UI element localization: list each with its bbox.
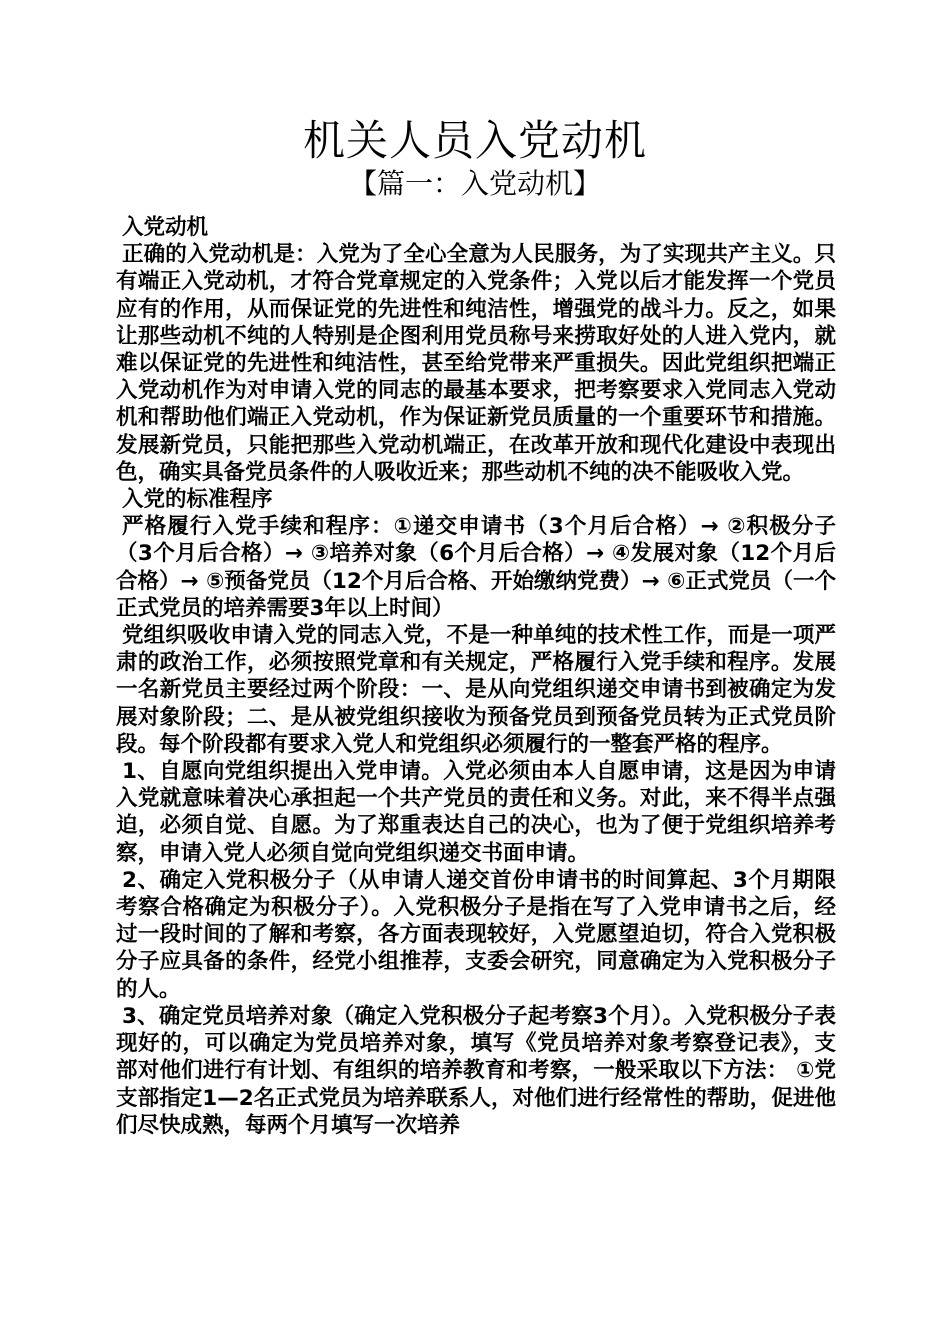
paragraph-correct-motive: 正确的入党动机是：入党为了全心全意为人民服务，为了实现共产主义。只有端正入党动机，才符合党章规定的入党条件；入党以后才能发挥一个党员应有的作用，从而保证党的先进性和纯洁性，增强党的战斗力。反之，如果让那些动机不纯的人特别是企图利用党员称号来捞取好处的人进入党内，就难以保证党的先进性和纯洁性，甚至给党带来严重损失。因此党组织把端正入党动机作为对申请入党的同志的最基本要求，把考察要求入党同志入党动机和帮助他们端正入党动机，作为保证新党员质量的一个重要环节和措施。发展新党员，只能把那些入党动机端正，在改革开放和现代化建设中表现出色，确实具备党员条件的人吸收近来；那些动机不纯的决不能吸收入党。 [116,242,836,485]
document-subtitle: 【篇一：入党动机】 [348,167,601,200]
paragraph-procedure-steps: 严格履行入党手续和程序：①递交申请书（3个月后合格）→ ②积极分子（3个月后合格）→ ③培养对象（6个月后合格）→ ④发展对象（12个月后合格）→ ⑤预备党员（12个月后合格、开始缴纳党费）→ ⑥正式党员（一个正式党员的培养需要3年以上时间） [116,514,836,621]
paragraph-step-3: 3、确定党员培养对象（确定入党积极分子起考察3个月）。入党积极分子表现好的，可以确定为党员培养对象，填写《党员培养对象考察登记表》，支部对他们进行有计划、有组织的培养教育和考察，一般采取以下方法： ①党支部指定1—2名正式党员为培养联系人，对他们进行经常性的帮助，促进他们尽快成熟，每两个月填写一次培养 [116,1003,836,1138]
paragraph-step-1: 1、自愿向党组织提出入党申请。入党必须由本人自愿申请，这是因为申请入党就意味着决心承担起一个共产党员的责任和义务。对此，来不得半点强迫，必须自觉、自愿。为了郑重表达自己的决心，也为了便于党组织培养考察，申请入党人必须自觉向党组织递交书面申请。 [116,759,836,866]
document-body [116,214,836,1139]
section-heading-procedure: 入党的标准程序 [122,487,273,513]
document-title: 机关人员入党动机 [302,116,647,165]
section-heading-motive: 入党动机 [122,215,209,240]
paragraph-two-stages: 党组织吸收申请入党的同志入党，不是一种单纯的技术性工作，而是一项严肃的政治工作，必须按照党章和有关规定，严格履行入党手续和程序。发展一名新党员主要经过两个阶段：一、是从向党组织递交申请书到被确定为发展对象阶段；二、是从被党组织接收为预备党员到预备党员转为正式党员阶段。每个阶段都有要求入党人和党组织必须履行的一整套严格的程序。 [116,623,836,757]
paragraph-step-2: 2、确定入党积极分子（从申请人递交首份申请书的时间算起、3个月期限考察合格确定为积极分子）。入党积极分子是指在写了入党申请书之后，经过一段时间的了解和考察，各方面表现较好，入党愿望迫切，符合入党积极分子应具备的条件，经党小组推荐，支委会研究，同意确定为入党积极分子的人。 [116,867,836,1002]
